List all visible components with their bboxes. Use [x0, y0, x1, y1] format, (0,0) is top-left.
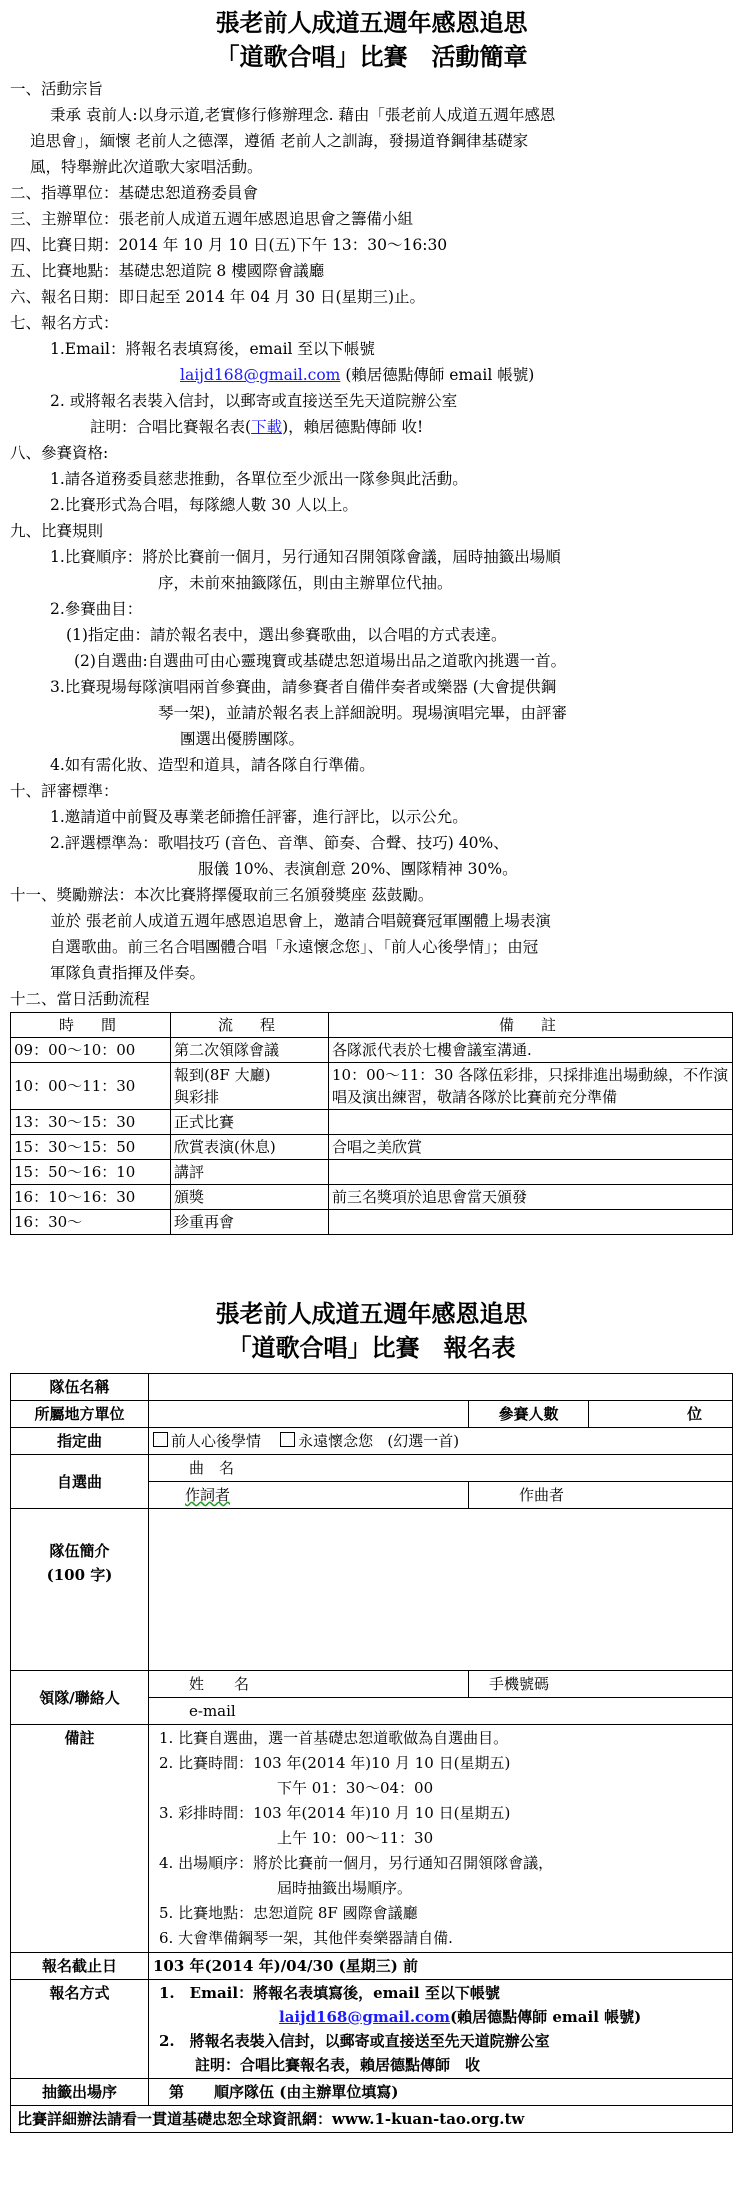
footer-text: 比賽詳細辦法請看一貫道基礎忠恕全球資訊網：www.1-kuan-tao.org.tw [11, 2106, 733, 2133]
schedule-cell-time: 15：30～15：50 [11, 1135, 171, 1160]
self-song-label: 自選曲 [11, 1455, 149, 1509]
section-7-item-2-note [10, 414, 733, 440]
schedule-cell-note [329, 1160, 733, 1185]
schedule-table [10, 1012, 733, 1235]
section-2: 二、指導單位：基礎忠恕道務委員會 [10, 184, 259, 202]
section-9-item-3: 3.比賽現場每隊演唱兩首參賽曲，請參賽者自備伴奏者或樂器 (大會提供鋼 [50, 678, 557, 696]
note-line: 4. 出場順序：將於比賽前一個月，另行通知召開領隊會議， [159, 1854, 554, 1872]
form-title-line2: 「道歌合唱」比賽 報名表 [227, 1333, 516, 1362]
section-11: 十一、獎勵辦法：本次比賽將擇優取前三名頒發獎座 茲鼓勵。 [10, 886, 434, 904]
note-line: 屆時抽籤出場順序。 [277, 1879, 413, 1897]
schedule-cell-flow: 欣賞表演(休息) [171, 1135, 329, 1160]
note-suffix: )，賴居德點傳師 收! [282, 418, 424, 436]
schedule-cell-flow: 講評 [171, 1160, 329, 1185]
method-cell [149, 1980, 733, 2079]
section-12-heading: 十二、當日活動流程 [10, 990, 150, 1008]
intro-label: 隊伍簡介 [49, 1542, 110, 1560]
section-8-item-1: 1.請各道務委員慈悲推動，各單位至少派出一隊參與此活動。 [50, 470, 468, 488]
intro-limit: (100 字) [46, 1566, 113, 1584]
section-9-heading: 九、比賽規則 [10, 522, 104, 540]
lyricist-cell[interactable] [149, 1482, 469, 1509]
method-label: 報名方式 [11, 1980, 149, 2079]
schedule-cell-note [329, 1110, 733, 1135]
schedule-cell-flow: 正式比賽 [171, 1110, 329, 1135]
schedule-cell-note: 10：00～11：30 各隊伍彩排，只採排進出場動線，不作演唱及演出練習，敬請各隊於比賽前充分準備 [329, 1063, 733, 1110]
schedule-header: 備 註 [329, 1013, 733, 1038]
note-line: 下午 01：30～04：00 [277, 1779, 434, 1797]
brochure-body [10, 76, 733, 1012]
section-9-item-1: 1.比賽順序：將於比賽前一個月，另行通知召開領隊會議，屆時抽籤出場順 [50, 548, 561, 566]
form-row-team [11, 1374, 733, 1401]
option-1-label: 前人心後學情 [171, 1432, 262, 1450]
email-cell[interactable] [149, 1698, 733, 1725]
registration-form [10, 1373, 733, 2133]
name-label: 姓 名 [189, 1675, 250, 1693]
schedule-header-row [11, 1013, 733, 1038]
notes-label: 備註 [11, 1725, 149, 1953]
email-note: (賴居德點傳師 email 帳號) [345, 366, 535, 384]
schedule-cell-note: 合唱之美欣賞 [329, 1135, 733, 1160]
schedule-cell-note: 前三名獎項於追思會當天頒發 [329, 1185, 733, 1210]
section-9-item-2: 2.參賽曲目： [50, 600, 143, 618]
section-8-heading: 八、參賽資格: [10, 444, 109, 462]
schedule-body [11, 1038, 733, 1235]
form-row-method [11, 1980, 733, 2079]
email-link[interactable]: laijd168@gmail.com [180, 366, 341, 384]
doc-title-line2: 「道歌合唱」比賽 活動簡章 [215, 42, 528, 71]
section-7-item-1: 1.Email：將報名表填寫後，email 至以下帳號 [50, 340, 375, 358]
section-1-text: 風，特舉辦此次道歌大家唱活動。 [30, 158, 263, 176]
section-1-text: 秉承 袁前人:以身示道,老實修行修辦理念. 藉由「張老前人成道五週年感恩 [50, 106, 556, 124]
note-line: 5. 比賽地點：忠恕道院 8F 國際會議廳 [159, 1904, 418, 1922]
schedule-cell-note: 各隊派代表於七樓會議室溝通. [329, 1038, 733, 1063]
section-9-item-3-cont: 團選出優勝團隊。 [180, 730, 305, 748]
option-checkbox[interactable] [153, 1432, 168, 1447]
form-row-assigned-song [11, 1428, 733, 1455]
section-9-item-1-cont: 序，未前來抽籤隊伍，則由主辦單位代抽。 [158, 574, 453, 592]
schedule-cell-flow: 第二次領隊會議 [171, 1038, 329, 1063]
composer-cell[interactable] [469, 1482, 733, 1509]
method-email-note: (賴居德點傳師 email 帳號) [450, 2008, 642, 2026]
section-10-item-1: 1.邀請道中前賢及專業老師擔任評審，進行評比，以示公允。 [50, 808, 468, 826]
region-label: 所屬地方單位 [11, 1401, 149, 1428]
schedule-row [11, 1160, 733, 1185]
team-name-field[interactable] [149, 1374, 733, 1401]
participants-field[interactable] [589, 1401, 733, 1428]
schedule-row [11, 1185, 733, 1210]
method-2: 2. 將報名表裝入信封，以郵寄或直接送至先天道院辦公室 [159, 2032, 550, 2050]
section-3: 三、主辦單位：張老前人成道五週年感恩追思會之籌備小組 [10, 210, 414, 228]
note-line: 6. 大會準備鋼琴一架，其他伴奏樂器請自備. [159, 1929, 453, 1947]
draw-value: 第 順序隊伍 (由主辦單位填寫) [149, 2079, 733, 2106]
option-note: (幻選一首) [387, 1432, 460, 1450]
email-label: e-mail [189, 1702, 236, 1720]
option-checkbox[interactable] [280, 1432, 295, 1447]
schedule-header: 流 程 [171, 1013, 329, 1038]
section-11-text: 自選歌曲。前三名合唱團體合唱「永遠懷念您」、「前人心後學情」；由冠 [50, 938, 539, 956]
note-prefix: 註明：合唱比賽報名表( [90, 418, 252, 436]
form-row-deadline [11, 1953, 733, 1980]
schedule-cell-time: 15：50～16：10 [11, 1160, 171, 1185]
participants-label: 參賽人數 [469, 1401, 589, 1428]
assigned-song-options [149, 1428, 733, 1455]
song-name-label: 曲 名 [189, 1459, 235, 1477]
schedule-cell-flow: 報到(8F 大廳) 與彩排 [171, 1063, 329, 1110]
section-9-item-4: 4.如有需化妝、造型和道具，請各隊自行準備。 [50, 756, 375, 774]
section-1-text: 追思會」，緬懷 老前人之德澤，遵循 老前人之訓誨，發揚道脊鋼律基礎家 [30, 132, 529, 150]
form-row-region [11, 1401, 733, 1428]
method-1: 1. Email：將報名表填寫後，email 至以下帳號 [159, 1984, 500, 2002]
form-row-intro [11, 1509, 733, 1671]
draw-label: 抽籤出場序 [11, 2079, 149, 2106]
section-7-email-row [10, 362, 733, 388]
section-9-item-2a: (1)指定曲：請於報名表中，選出參賽歌曲，以合唱的方式表達。 [66, 626, 507, 644]
note-line: 3. 彩排時間：103 年(2014 年)10 月 10 日(星期五) [159, 1804, 511, 1822]
section-4: 四、比賽日期：2014 年 10 月 10 日(五)下午 13：30～16:30 [10, 236, 448, 254]
schedule-header: 時 間 [11, 1013, 171, 1038]
leader-name-cell[interactable] [149, 1671, 469, 1698]
schedule-cell-flow: 珍重再會 [171, 1210, 329, 1235]
notes-cell [149, 1725, 733, 1953]
schedule-cell-time: 10：00～11：30 [11, 1063, 171, 1110]
form-row-notes [11, 1725, 733, 1953]
method-1-email-row [159, 2005, 728, 2029]
section-11-text: 並於 張老前人成道五週年感恩追思會上，邀請合唱競賽冠軍團體上場表演 [50, 912, 551, 930]
section-9-item-2b: (2)自選曲:自選曲可由心靈瑰寶或基礎忠恕道場出品之道歌內挑選一首。 [74, 652, 567, 670]
form-row-self-song [11, 1455, 733, 1482]
assigned-song-label: 指定曲 [11, 1428, 149, 1455]
schedule-cell-time: 16：30～ [11, 1210, 171, 1235]
note-line: 1. 比賽自選曲，選一首基礎忠恕道歌做為自選曲目。 [159, 1729, 509, 1747]
participants-unit: 位 [686, 1405, 702, 1423]
section-7-item-2: 2. 或將報名表裝入信封，以郵寄或直接送至先天道院辦公室 [50, 392, 458, 410]
method-2-note: 註明：合唱比賽報名表，賴居德點傳師 收 [195, 2056, 481, 2074]
schedule-row [11, 1135, 733, 1160]
section-10-item-2-cont: 服儀 10%、表演創意 20%、團隊精神 30%。 [198, 860, 518, 878]
section-1-heading: 一、活動宗旨 [10, 80, 104, 98]
section-7-heading: 七、報名方式： [10, 314, 119, 332]
deadline-value: 103 年(2014 年)/04/30 (星期三) 前 [149, 1953, 733, 1980]
phone-cell[interactable] [469, 1671, 733, 1698]
schedule-cell-time: 09：00～10：00 [11, 1038, 171, 1063]
schedule-row [11, 1063, 733, 1110]
leader-label: 領隊/聯絡人 [11, 1671, 149, 1725]
section-5: 五、比賽地點：基礎忠恕道院 8 樓國際會議廳 [10, 262, 325, 280]
region-field[interactable] [149, 1401, 469, 1428]
schedule-row [11, 1110, 733, 1135]
schedule-cell-note [329, 1210, 733, 1235]
composer-label: 作曲者 [519, 1486, 565, 1504]
form-title-line1: 張老前人成道五週年感恩追思 [215, 1299, 528, 1328]
section-11-text: 軍隊負責指揮及伴奏。 [50, 964, 206, 982]
section-9-item-3-cont: 琴一架)，並請於報名表上詳細說明。現場演唱完畢，由評審 [158, 704, 568, 722]
section-10-item-2: 2.評選標準為：歌唱技巧 (音色、音準、節奏、合聲、技巧) 40%、 [50, 834, 509, 852]
section-8-item-2: 2.比賽形式為合唱，每隊總人數 30 人以上。 [50, 496, 358, 514]
section-6: 六、報名日期：即日起至 2014 年 04 月 30 日(星期三)止。 [10, 288, 426, 306]
download-link[interactable]: 下載 [251, 418, 283, 436]
schedule-row [11, 1210, 733, 1235]
section-10-heading: 十、評審標準： [10, 782, 119, 800]
form-row-leader [11, 1671, 733, 1698]
song-name-cell[interactable] [149, 1455, 733, 1482]
intro-field[interactable] [149, 1509, 733, 1671]
intro-label-cell [11, 1509, 149, 1671]
note-line: 上午 10：00～11：30 [277, 1829, 434, 1847]
schedule-cell-time: 16：10～16：30 [11, 1185, 171, 1210]
doc-title-line1: 張老前人成道五週年感恩追思 [215, 8, 528, 37]
lyricist-label: 作詞者 [185, 1486, 231, 1504]
phone-label: 手機號碼 [489, 1675, 550, 1693]
schedule-row [11, 1038, 733, 1063]
method-email-link[interactable]: laijd168@gmail.com [279, 2008, 451, 2026]
note-line: 2. 比賽時間：103 年(2014 年)10 月 10 日(星期五) [159, 1754, 511, 1772]
option-2-label: 永遠懷念您 [298, 1432, 374, 1450]
form-row-draw [11, 2079, 733, 2106]
team-name-label: 隊伍名稱 [11, 1374, 149, 1401]
form-row-footer [11, 2106, 733, 2133]
schedule-cell-time: 13：30～15：30 [11, 1110, 171, 1135]
deadline-label: 報名截止日 [11, 1953, 149, 1980]
schedule-cell-flow: 頒獎 [171, 1185, 329, 1210]
